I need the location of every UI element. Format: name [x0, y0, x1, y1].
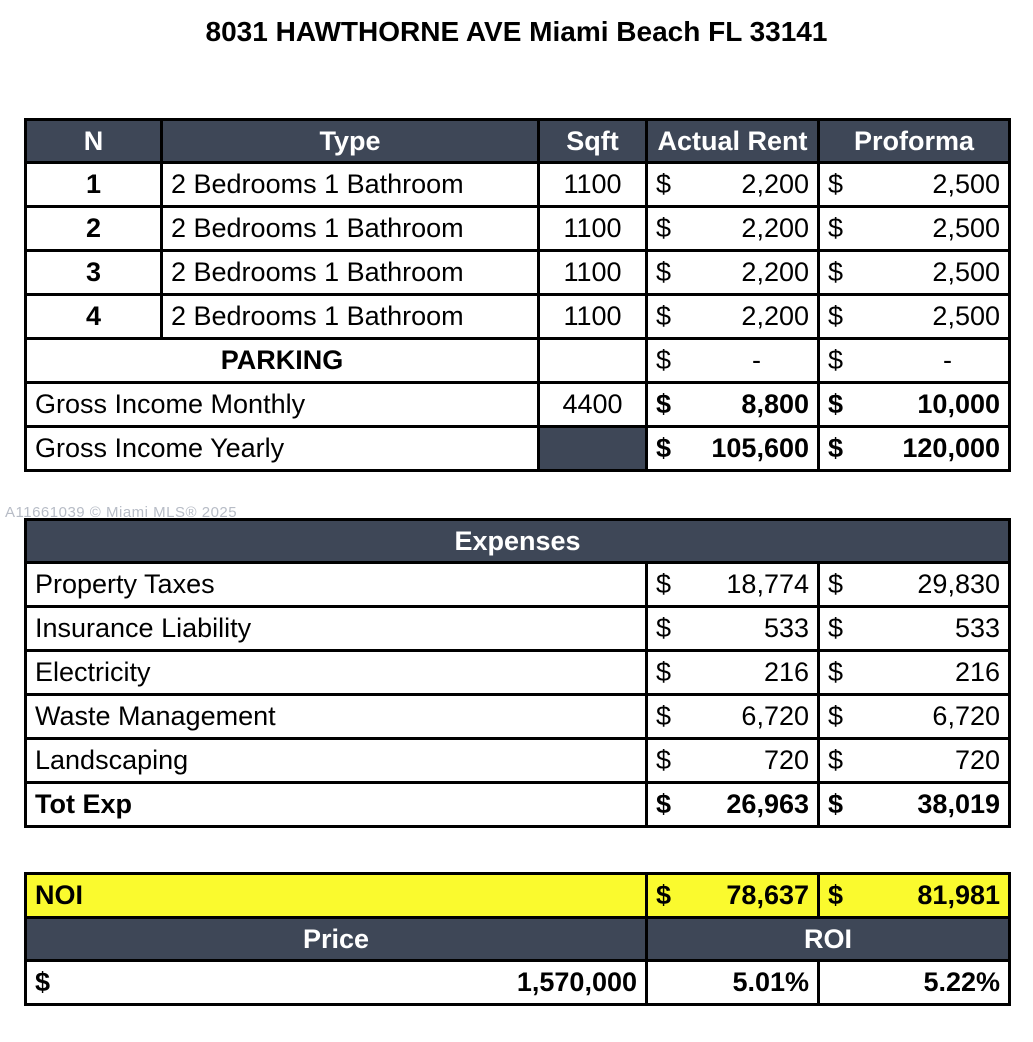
expense-actual: $ 720 — [647, 739, 819, 783]
currency-symbol: $ — [828, 433, 844, 463]
price-value: $ 1,570,000 — [26, 961, 647, 1005]
expense-actual: $ 6,720 — [647, 695, 819, 739]
currency-symbol: $ — [656, 257, 672, 287]
summary-table — [24, 872, 1011, 1006]
expense-label: Insurance Liability — [26, 607, 647, 651]
currency-symbol: $ — [656, 789, 672, 819]
rent-table-header-row — [26, 120, 1010, 163]
noi-row — [26, 874, 1010, 918]
expense-label: Property Taxes — [26, 563, 647, 607]
gross-yearly-actual: $ 105,600 — [647, 427, 819, 471]
parking-label: PARKING — [26, 339, 539, 383]
currency-symbol: $ — [828, 789, 844, 819]
currency-symbol: $ — [656, 745, 672, 775]
unit-row — [26, 295, 1010, 339]
expense-row — [26, 739, 1010, 783]
col-header-type: Type — [162, 120, 539, 163]
price-header: Price — [26, 918, 647, 961]
currency-symbol: $ — [656, 701, 672, 731]
unit-number: 2 — [26, 207, 162, 251]
roi-header: ROI — [647, 918, 1010, 961]
unit-number: 1 — [26, 163, 162, 207]
price-roi-header-row — [26, 918, 1010, 961]
gross-yearly-proforma: $ 120,000 — [819, 427, 1010, 471]
currency-symbol: $ — [828, 569, 844, 599]
unit-number: 4 — [26, 295, 162, 339]
expenses-table — [24, 518, 1011, 828]
col-header-n: N — [26, 120, 162, 163]
currency-symbol: $ — [828, 613, 844, 643]
expense-label: Electricity — [26, 651, 647, 695]
currency-symbol: $ — [828, 345, 844, 375]
expenses-header: Expenses — [26, 520, 1010, 563]
gross-income-monthly-row — [26, 383, 1010, 427]
currency-symbol: $ — [828, 301, 844, 331]
currency-symbol: $ — [656, 213, 672, 243]
currency-symbol: $ — [656, 345, 672, 375]
currency-symbol: $ — [828, 880, 844, 910]
parking-actual: $ - — [647, 339, 819, 383]
currency-symbol: $ — [656, 569, 672, 599]
unit-sqft: 1100 — [539, 251, 647, 295]
gross-monthly-label: Gross Income Monthly — [26, 383, 539, 427]
expense-row — [26, 563, 1010, 607]
expenses-header-row — [26, 520, 1010, 563]
gross-monthly-proforma: $ 10,000 — [819, 383, 1010, 427]
unit-number: 3 — [26, 251, 162, 295]
expense-proforma: $ 720 — [819, 739, 1010, 783]
unit-proforma-rent: $ 2,500 — [819, 163, 1010, 207]
currency-symbol: $ — [828, 701, 844, 731]
currency-symbol: $ — [828, 213, 844, 243]
expense-actual: $ 18,774 — [647, 563, 819, 607]
gross-monthly-actual: $ 8,800 — [647, 383, 819, 427]
currency-symbol: $ — [656, 169, 672, 199]
unit-row — [26, 251, 1010, 295]
page-title: 8031 HAWTHORNE AVE Miami Beach FL 33141 — [205, 16, 828, 47]
mls-watermark: A11661039 © Miami MLS® 2025 — [5, 504, 238, 521]
noi-actual: $ 78,637 — [647, 874, 819, 918]
expense-proforma: $ 216 — [819, 651, 1010, 695]
unit-proforma-rent: $ 2,500 — [819, 207, 1010, 251]
currency-symbol: $ — [828, 657, 844, 687]
unit-actual-rent: $ 2,200 — [647, 295, 819, 339]
currency-symbol: $ — [656, 301, 672, 331]
expense-label: Waste Management — [26, 695, 647, 739]
unit-type: 2 Bedrooms 1 Bathroom — [162, 295, 539, 339]
noi-label: NOI — [26, 874, 647, 918]
expense-row — [26, 695, 1010, 739]
unit-proforma-rent: $ 2,500 — [819, 295, 1010, 339]
total-expenses-proforma: $ 38,019 — [819, 783, 1010, 827]
expense-proforma: $ 533 — [819, 607, 1010, 651]
parking-proforma: $ - — [819, 339, 1010, 383]
currency-symbol: $ — [828, 745, 844, 775]
currency-symbol: $ — [656, 880, 672, 910]
currency-symbol: $ — [828, 169, 844, 199]
expense-label: Landscaping — [26, 739, 647, 783]
currency-symbol: $ — [828, 389, 844, 419]
parking-sqft-empty — [539, 339, 647, 383]
unit-actual-rent: $ 2,200 — [647, 251, 819, 295]
currency-symbol: $ — [656, 657, 672, 687]
roi-actual-value: 5.01% — [647, 961, 819, 1005]
unit-proforma-rent: $ 2,500 — [819, 251, 1010, 295]
price-roi-value-row — [26, 961, 1010, 1005]
currency-symbol: $ — [35, 967, 51, 997]
expense-row — [26, 607, 1010, 651]
expense-proforma: $ 6,720 — [819, 695, 1010, 739]
col-header-proforma: Proforma — [819, 120, 1010, 163]
total-expenses-row — [26, 783, 1010, 827]
unit-actual-rent: $ 2,200 — [647, 207, 819, 251]
roi-proforma-value: 5.22% — [819, 961, 1010, 1005]
expense-proforma: $ 29,830 — [819, 563, 1010, 607]
expense-actual: $ 533 — [647, 607, 819, 651]
gross-income-yearly-row — [26, 427, 1010, 471]
currency-symbol: $ — [828, 257, 844, 287]
rent-table — [24, 118, 1011, 472]
unit-sqft: 1100 — [539, 163, 647, 207]
total-expenses-actual: $ 26,963 — [647, 783, 819, 827]
noi-proforma: $ 81,981 — [819, 874, 1010, 918]
currency-symbol: $ — [656, 613, 672, 643]
gross-monthly-sqft: 4400 — [539, 383, 647, 427]
gross-yearly-sqft-filled — [539, 427, 647, 471]
unit-type: 2 Bedrooms 1 Bathroom — [162, 251, 539, 295]
unit-type: 2 Bedrooms 1 Bathroom — [162, 163, 539, 207]
unit-sqft: 1100 — [539, 295, 647, 339]
unit-row — [26, 207, 1010, 251]
unit-row — [26, 163, 1010, 207]
unit-sqft: 1100 — [539, 207, 647, 251]
expense-actual: $ 216 — [647, 651, 819, 695]
currency-symbol: $ — [656, 389, 672, 419]
currency-symbol: $ — [656, 433, 672, 463]
expense-row — [26, 651, 1010, 695]
total-expenses-label: Tot Exp — [26, 783, 647, 827]
col-header-sqft: Sqft — [539, 120, 647, 163]
unit-type: 2 Bedrooms 1 Bathroom — [162, 207, 539, 251]
unit-actual-rent: $ 2,200 — [647, 163, 819, 207]
col-header-actual-rent: Actual Rent — [647, 120, 819, 163]
parking-row — [26, 339, 1010, 383]
gross-yearly-label: Gross Income Yearly — [26, 427, 539, 471]
